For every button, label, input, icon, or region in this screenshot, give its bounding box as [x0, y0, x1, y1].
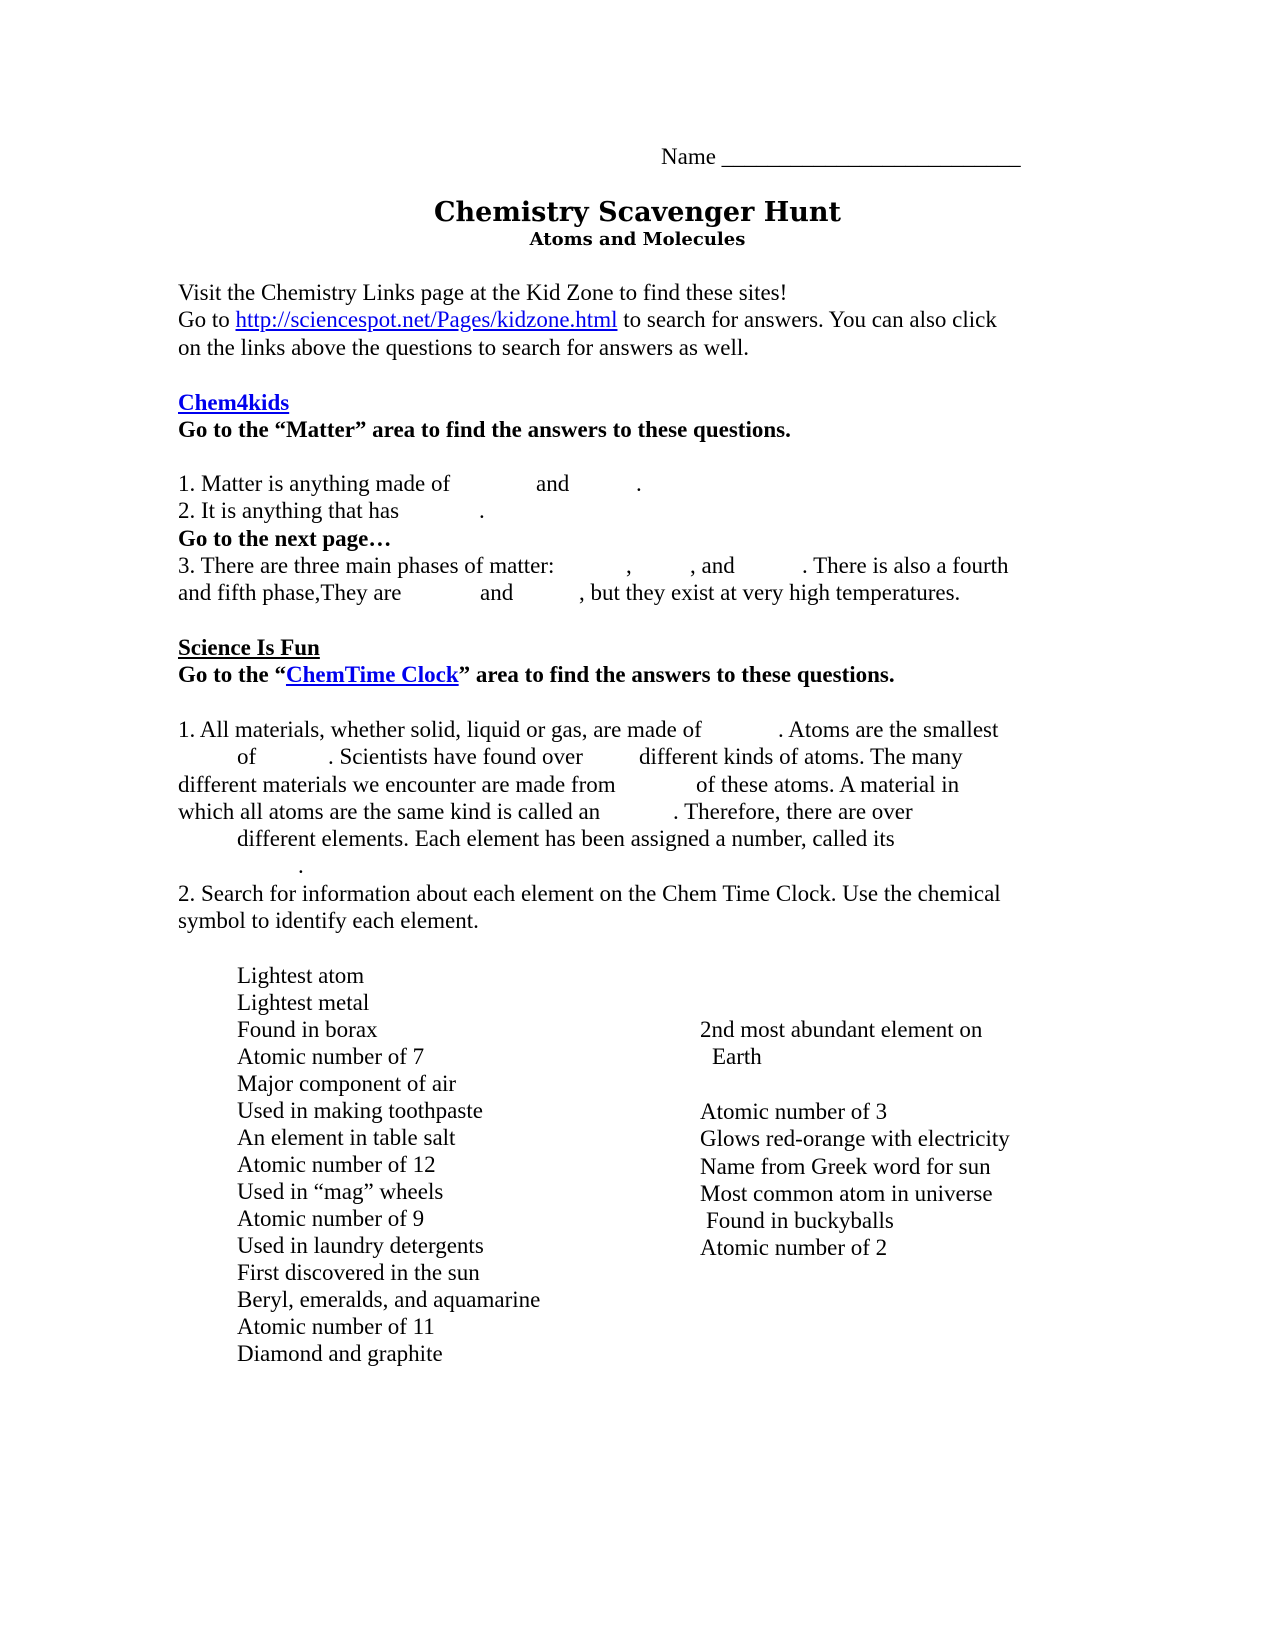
q3-and: , and [690, 553, 735, 578]
p1-line2c: different kinds of atoms. The many [639, 744, 963, 769]
right-clue: Atomic number of 3 [700, 1099, 888, 1124]
matter-instruction: Go to the “Matter” area to find the answers to these questions. [178, 417, 791, 442]
intro-line-1: Visit the Chemistry Links page at the Kid Zone to find these sites! [178, 280, 788, 305]
q2-search-line2: symbol to identify each element. [178, 908, 479, 933]
left-clue: Used in “mag” wheels [237, 1179, 444, 1204]
left-clue: Found in borax [237, 1017, 378, 1042]
p1-line3b: of these atoms. A material in [696, 772, 960, 797]
left-clue: Diamond and graphite [237, 1341, 443, 1366]
chemtime-instr-prefix: Go to the “ [178, 662, 286, 687]
left-clue: Used in making toothpaste [237, 1098, 483, 1123]
q3-high-temp: , but they exist at very high temperatures. [579, 580, 961, 605]
q3-and-2: and [480, 580, 514, 605]
right-clue: Glows red-orange with electricity [700, 1126, 1010, 1151]
intro-go-to: Go to [178, 307, 230, 332]
left-clue: Lightest metal [237, 990, 370, 1015]
left-clue: Beryl, emeralds, and aquamarine [237, 1287, 541, 1312]
right-clue: Found in buckyballs [706, 1208, 894, 1233]
p1-line2b: . Scientists have found over [328, 744, 583, 769]
q1-text: 1. Matter is anything made of [178, 471, 451, 496]
next-page-heading: Go to the next page… [178, 526, 392, 551]
q1-and: and [536, 471, 570, 496]
p1-line1b: . Atoms are the smallest [778, 717, 999, 742]
q1-period: . [636, 471, 642, 496]
chemtime-clock-link[interactable]: ChemTime Clock [285, 662, 459, 687]
q2-search-line1: 2. Search for information about each element on the Chem Time Clock. Use the chemical [178, 881, 1001, 906]
q3-fifth: and fifth phase,They are [178, 580, 402, 605]
left-clue: Atomic number of 7 [237, 1044, 425, 1069]
q2-period: . [479, 498, 485, 523]
right-clue: Most common atom in universe [700, 1181, 993, 1206]
p1-line3a: different materials we encounter are made from [178, 772, 616, 797]
left-clue: Atomic number of 12 [237, 1152, 436, 1177]
science-is-fun-heading: Science Is Fun [178, 635, 320, 660]
intro-search-text: to search for answers. You can also click [623, 307, 997, 332]
right-clue: 2nd most abundant element on [700, 1017, 983, 1042]
p1-line4a: which all atoms are the same kind is called an [178, 799, 601, 824]
left-clue: Used in laundry detergents [237, 1233, 484, 1258]
chemtime-instruction [178, 661, 895, 688]
p1-line1a: 1. All materials, whether solid, liquid or gas, are made of [178, 717, 702, 742]
p1-line5: different elements. Each element has been assigned a number, called its [237, 826, 895, 851]
intro-line-3: on the links above the questions to search for answers as well. [178, 335, 750, 360]
right-clue: Atomic number of 2 [700, 1235, 888, 1260]
left-clue-list [237, 962, 540, 1367]
kidzone-link[interactable]: http://sciencespot.net/Pages/kidzone.html [235, 307, 618, 332]
left-clue: An element in table salt [237, 1125, 456, 1150]
p1-line2a: of [237, 744, 257, 769]
name-label: Name [661, 144, 716, 169]
left-clue: Atomic number of 11 [237, 1314, 435, 1339]
right-clue: Earth [712, 1044, 762, 1069]
p1-line6: . [298, 853, 304, 878]
p1-line4b: . Therefore, there are over [673, 799, 913, 824]
left-clue: Atomic number of 9 [237, 1206, 425, 1231]
name-field [661, 143, 1021, 170]
name-line[interactable]: __________________________ [721, 144, 1021, 169]
page-title: Chemistry Scavenger Hunt [434, 197, 841, 228]
right-clue: Name from Greek word for sun [700, 1154, 991, 1179]
page-subtitle: Atoms and Molecules [529, 229, 746, 250]
intro-line-2 [178, 306, 997, 333]
q3-comma: , [626, 553, 632, 578]
left-clue: Major component of air [237, 1071, 457, 1096]
left-clue: Lightest atom [237, 963, 365, 988]
q3-fourth: . There is also a fourth [802, 553, 1009, 578]
left-clue: First discovered in the sun [237, 1260, 480, 1285]
chemtime-instr-suffix: ” area to find the answers to these questions. [458, 662, 895, 687]
q2-text: 2. It is anything that has [178, 498, 400, 523]
chem4kids-link[interactable]: Chem4kids [178, 390, 290, 415]
q3-text: 3. There are three main phases of matter: [178, 553, 555, 578]
